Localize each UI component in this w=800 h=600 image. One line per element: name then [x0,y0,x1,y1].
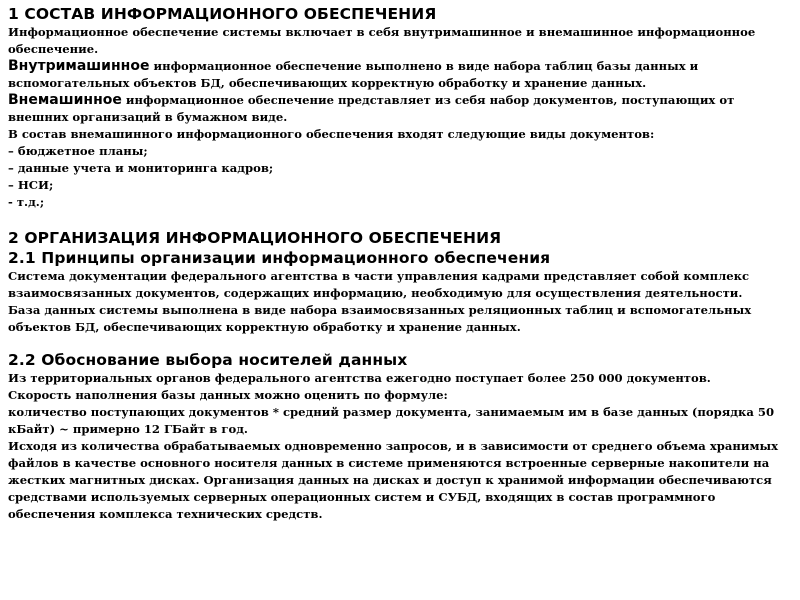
subsection-2-2-title: 2.2 Обоснование выбора носителей данных [8,351,408,369]
section-1-title: 1 СОСТАВ ИНФОРМАЦИОННОГО ОБЕСПЕЧЕНИЯ [8,5,437,23]
external-lead: Внемашинное [8,92,122,108]
internal-paragraph [8,58,794,92]
subsection-2-1-title: 2.1 Принципы организации информационного обеспечения [8,249,551,267]
subsection-2-2-paragraph: количество поступающих документов * средний размер документа, занимаемым им в базе данных (порядка 50 кБайт) ~ примерно 12 ГБайт в год. [8,405,775,436]
list-item: - т.д.; [8,195,45,209]
list-intro: В состав внемашинного информационного обеспечения входят следующие виды документов: [8,127,655,141]
subsection-2-1-paragraph: База данных системы выполнена в виде набора взаимосвязанных реляционных таблиц и вспомогательных объектов БД, обеспечивающих корректную обработку и хранение данных. [8,303,752,334]
subsection-2-2-paragraph: Из территориальных органов федерального агентства ежегодно поступает более 250 000 документов. [8,371,711,385]
list-item: – бюджетное планы; [8,144,148,158]
list-item: – НСИ; [8,178,54,192]
section-1-intro: Информационное обеспечение системы включает в себя внутримашинное и внемашинное информационное обеспечение. [8,25,756,56]
subsection-2-1-paragraph: Система документации федерального агентства в части управления кадрами представляет собой комплекс взаимосвязанных документов, содержащих информацию, необходимую для осуществления деятельности. [8,269,750,300]
subsection-2-2-paragraph: Скорость наполнения базы данных можно оценить по формуле: [8,388,448,402]
external-paragraph [8,92,794,126]
spacer [8,336,794,350]
spacer [8,211,794,228]
internal-lead: Внутримашинное [8,58,150,74]
section-2-title: 2 ОРГАНИЗАЦИЯ ИНФОРМАЦИОННОГО ОБЕСПЕЧЕНИЯ [8,229,502,247]
subsection-2-2-paragraph: Исходя из количества обрабатываемых одновременно запросов, и в зависимости от среднего объема хранимых файлов в качестве основного носителя данных в системе применяются встроенные серверные накопители на жестких магнитных дисках. Организация данных на дисках и доступ к хранимой информации обеспечиваются средствами используемых серверных операционных систем и СУБД, входящих в состав программного обеспечения комплекса технических средств. [8,439,779,521]
external-text: информационное обеспечение представляет из себя набор документов, поступающих от внешних организаций в бумажном виде. [8,93,735,124]
internal-text: информационное обеспечение выполнено в виде набора таблиц базы данных и вспомогательных объектов БД, обеспечивающих корректную обработку и хранение данных. [8,59,699,90]
list-item: – данные учета и мониторинга кадров; [8,161,274,175]
document-page [8,4,794,523]
